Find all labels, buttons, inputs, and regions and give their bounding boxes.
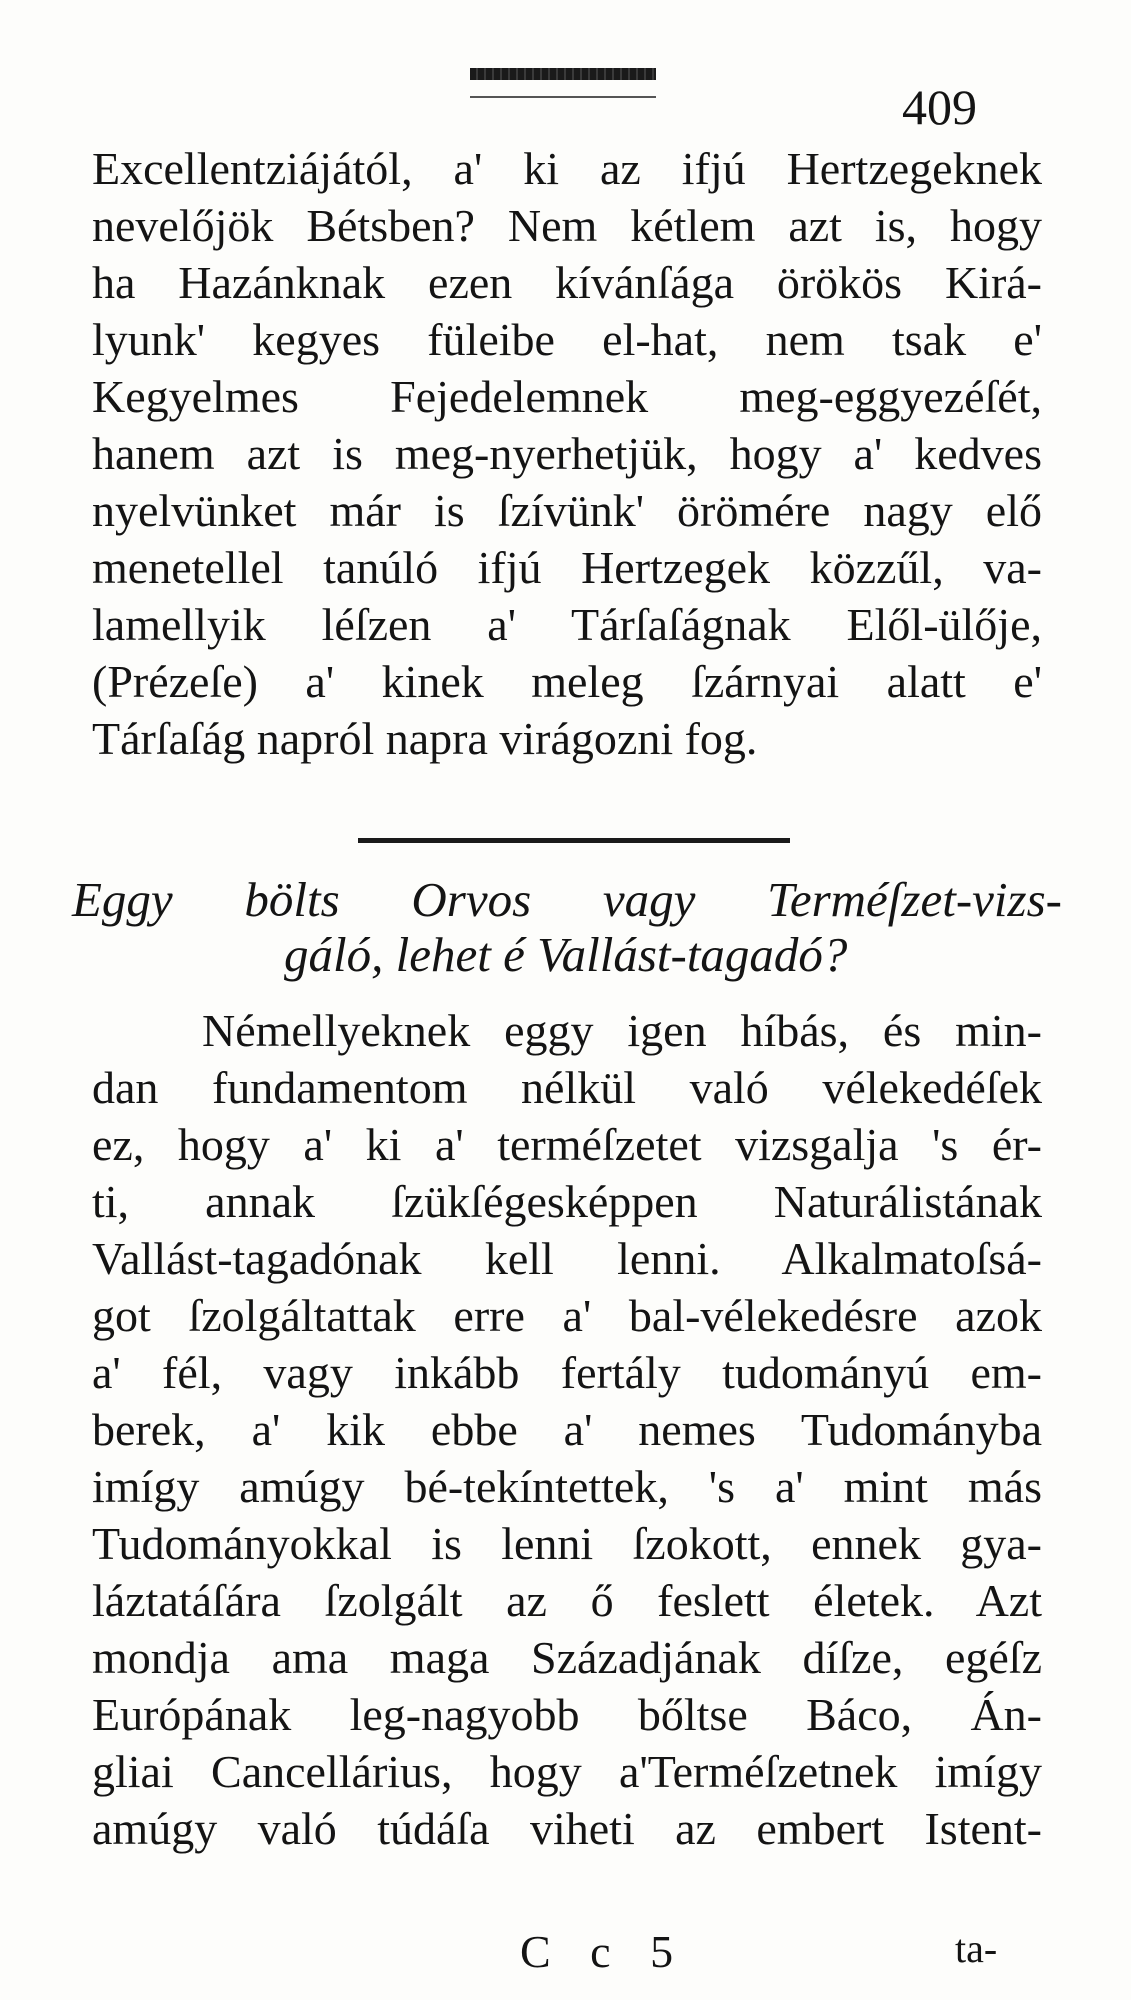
text-line: Tudományokkal is lenni ſzokott, ennek gya- <box>92 1518 1042 1569</box>
text-line: (Prézeſe) a' kinek meleg ſzárnyai alatt e' <box>92 656 1042 707</box>
text-line: a' fél, vagy inkább fertály tudományú em- <box>92 1347 1042 1398</box>
text-line: Kegyelmes Fejedelemnek meg-eggyezéſét, <box>92 371 1042 422</box>
text-line: Némellyeknek eggy igen híbás, és min- <box>202 1005 1042 1056</box>
text-line: lyunk' kegyes füleibe el-hat, nem tsak e' <box>92 314 1042 365</box>
text-line: lamellyik léſzen a' Tárſaſágnak Elől-ülője, <box>92 599 1042 650</box>
text-line: hanem azt is meg-nyerhetjük, hogy a' kedves <box>92 428 1042 479</box>
text-line: ha Hazánknak ezen kívánſága örökös Kirá- <box>92 257 1042 308</box>
text-line: Európának leg-nagyobb bőltse Báco, Án- <box>92 1689 1042 1740</box>
text-line: imígy amúgy bé-tekíntettek, 's a' mint más <box>92 1461 1042 1512</box>
paragraph-continuation <box>92 140 1042 767</box>
text-line: mondja ama maga Századjának díſze, egéſz <box>92 1632 1042 1683</box>
text-line: got ſzolgáltattak erre a' bal-vélekedésre azok <box>92 1290 1042 1341</box>
text-line: dan fundamentom nélkül való vélekedéſek <box>92 1062 1042 1113</box>
header-thin-rule <box>470 96 656 98</box>
catchword: ta- <box>955 1926 998 1971</box>
header-ornament-rule <box>470 68 656 80</box>
text-line: ti, annak ſzükſégesképpen Naturálistának <box>92 1176 1042 1227</box>
text-line: Vallást-tagadónak kell lenni. Alkalmatoſsá- <box>92 1233 1042 1284</box>
text-line: gliai Cancellárius, hogy a'Terméſzetnek imígy <box>92 1746 1042 1797</box>
printer-signature-mark: C c 5 <box>520 1926 688 1977</box>
text-line: ez, hogy a' ki a' terméſzetet vizsgalja 's ér- <box>92 1119 1042 1170</box>
heading-line-2: gáló, lehet é Vallást-tagadó? <box>284 927 848 982</box>
text-line: Excellentziájától, a' ki az ifjú Hertzegeknek <box>92 143 1042 194</box>
text-line: menetellel tanúló ifjú Hertzegek közzűl, va- <box>92 542 1042 593</box>
text-line: berek, a' kik ebbe a' nemes Tudományba <box>92 1404 1042 1455</box>
page-number: 409 <box>902 79 977 135</box>
section-divider-rule <box>358 838 790 843</box>
section-heading <box>72 872 1062 982</box>
text-line: nevelőjök Bétsben? Nem kétlem azt is, hogy <box>92 200 1042 251</box>
heading-line-1: Eggy bölts Orvos vagy Terméſzet-vizs- <box>72 872 1062 927</box>
text-line: láztatáſára ſzolgált az ő feslett életek. Azt <box>92 1575 1042 1626</box>
paragraph-section-body <box>92 1002 1042 1857</box>
text-line: amúgy való túdáſa viheti az embert Istent- <box>92 1803 1042 1854</box>
text-line: nyelvünket már is ſzívünk' örömére nagy elő <box>92 485 1042 536</box>
text-line: Tárſaſág napról napra virágozni fog. <box>92 713 758 764</box>
